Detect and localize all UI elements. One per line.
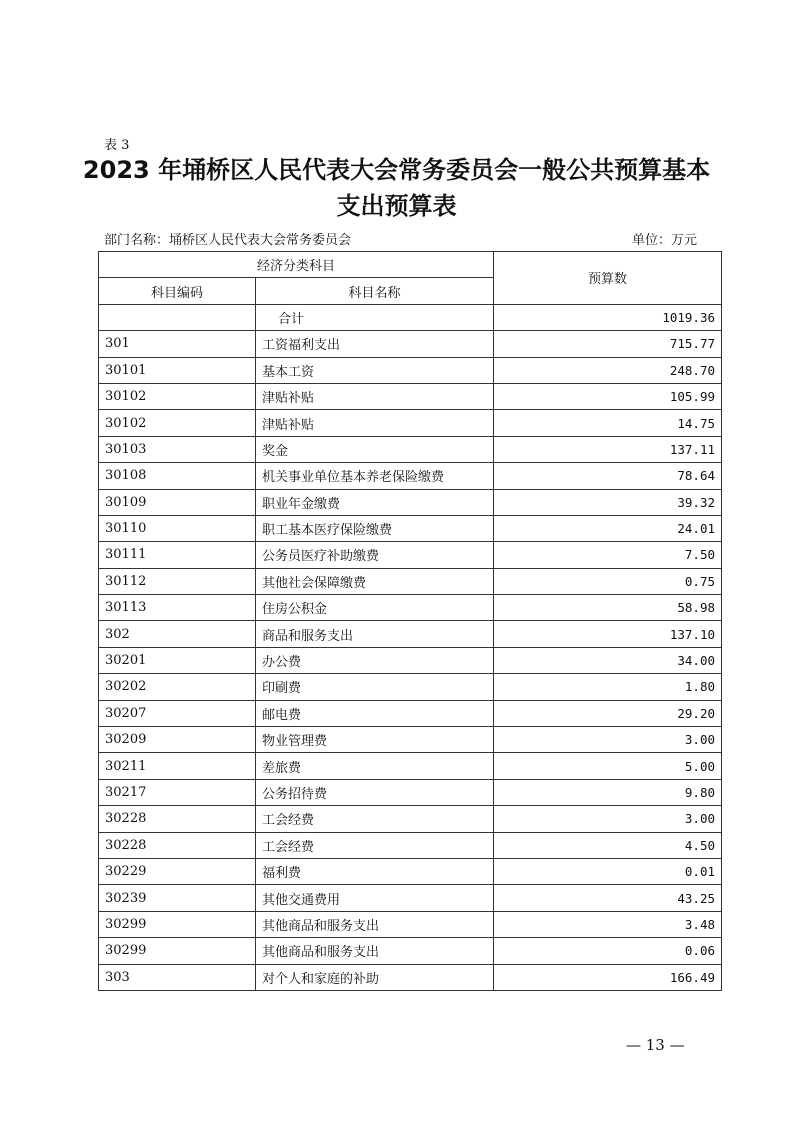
table-row (99, 938, 722, 964)
table-row (99, 753, 722, 779)
row-amount: 3.00 (494, 806, 722, 832)
row-name: 机关事业单位基本养老保险缴费 (256, 463, 494, 489)
row-name: 差旅费 (256, 753, 494, 779)
row-code: 30101 (99, 357, 256, 383)
row-code: 30217 (99, 779, 256, 805)
row-name: 公务员医疗补助缴费 (256, 542, 494, 568)
row-name: 印刷费 (256, 674, 494, 700)
unit-label: 单位：万元 (631, 233, 697, 248)
row-code: 30202 (99, 674, 256, 700)
row-code: 30102 (99, 410, 256, 436)
row-name: 福利费 (256, 858, 494, 884)
row-amount: 78.64 (494, 463, 722, 489)
table-row (99, 674, 722, 700)
page-title-line-1: 2023 年埇桥区人民代表大会常务委员会一般公共预算基本 (82, 156, 711, 184)
table-number: 表 3 (104, 138, 130, 153)
row-name: 办公费 (256, 647, 494, 673)
row-code: 302 (99, 621, 256, 647)
code-header: 科目编码 (99, 278, 256, 304)
row-amount: 5.00 (494, 753, 722, 779)
row-code: 30102 (99, 383, 256, 409)
table-row (99, 779, 722, 805)
row-amount: 0.75 (494, 568, 722, 594)
row-code: 30299 (99, 911, 256, 937)
row-amount: 3.00 (494, 727, 722, 753)
table-row (99, 700, 722, 726)
row-name: 其他交通费用 (256, 885, 494, 911)
row-code: 30111 (99, 542, 256, 568)
row-name: 商品和服务支出 (256, 621, 494, 647)
row-name: 工会经费 (256, 806, 494, 832)
total-row (99, 304, 722, 330)
table-row (99, 542, 722, 568)
table-row (99, 489, 722, 515)
row-amount: 24.01 (494, 515, 722, 541)
table-row (99, 727, 722, 753)
row-code: 30228 (99, 806, 256, 832)
row-name: 其他商品和服务支出 (256, 938, 494, 964)
row-name: 物业管理费 (256, 727, 494, 753)
row-name: 公务招待费 (256, 779, 494, 805)
budget-table (98, 251, 722, 991)
row-code: 30103 (99, 436, 256, 462)
row-code: 30229 (99, 858, 256, 884)
row-amount: 7.50 (494, 542, 722, 568)
row-amount: 715.77 (494, 331, 722, 357)
row-name: 工资福利支出 (256, 331, 494, 357)
row-amount: 14.75 (494, 410, 722, 436)
table-row (99, 515, 722, 541)
table-row (99, 568, 722, 594)
row-name: 工会经费 (256, 832, 494, 858)
row-code: 301 (99, 331, 256, 357)
row-name: 奖金 (256, 436, 494, 462)
row-name: 其他商品和服务支出 (256, 911, 494, 937)
name-header: 科目名称 (256, 278, 494, 304)
table-row (99, 357, 722, 383)
row-amount: 105.99 (494, 383, 722, 409)
table-row (99, 410, 722, 436)
row-name: 职工基本医疗保险缴费 (256, 515, 494, 541)
row-code: 30299 (99, 938, 256, 964)
total-label: 合计 (256, 304, 494, 330)
table-row (99, 806, 722, 832)
table-row (99, 383, 722, 409)
table-row (99, 436, 722, 462)
row-code: 30211 (99, 753, 256, 779)
table-row (99, 911, 722, 937)
row-amount: 1.80 (494, 674, 722, 700)
row-amount: 3.48 (494, 911, 722, 937)
amount-header: 预算数 (494, 252, 722, 305)
total-amount: 1019.36 (494, 304, 722, 330)
row-code: 303 (99, 964, 256, 990)
row-code: 30109 (99, 489, 256, 515)
row-code: 30108 (99, 463, 256, 489)
row-amount: 39.32 (494, 489, 722, 515)
row-amount: 166.49 (494, 964, 722, 990)
row-name: 邮电费 (256, 700, 494, 726)
page-number: — 13 — (626, 1036, 685, 1054)
row-code: 30209 (99, 727, 256, 753)
table-row (99, 647, 722, 673)
row-amount: 0.06 (494, 938, 722, 964)
row-code: 30201 (99, 647, 256, 673)
row-amount: 43.25 (494, 885, 722, 911)
row-name: 津贴补贴 (256, 383, 494, 409)
row-name: 其他社会保障缴费 (256, 568, 494, 594)
table-row (99, 331, 722, 357)
row-code: 30112 (99, 568, 256, 594)
row-amount: 29.20 (494, 700, 722, 726)
row-amount: 34.00 (494, 647, 722, 673)
row-name: 津贴补贴 (256, 410, 494, 436)
department-name: 部门名称：埇桥区人民代表大会常务委员会 (104, 233, 352, 248)
table-row (99, 621, 722, 647)
group-header: 经济分类科目 (99, 252, 494, 278)
table-row (99, 832, 722, 858)
table-row (99, 885, 722, 911)
row-code: 30113 (99, 595, 256, 621)
row-amount: 4.50 (494, 832, 722, 858)
row-name: 基本工资 (256, 357, 494, 383)
row-name: 职业年金缴费 (256, 489, 494, 515)
row-code: 30228 (99, 832, 256, 858)
table-row (99, 595, 722, 621)
row-code: 30239 (99, 885, 256, 911)
table-row (99, 964, 722, 990)
row-amount: 58.98 (494, 595, 722, 621)
page-title-line-2: 支出预算表 (336, 192, 457, 220)
row-code: 30110 (99, 515, 256, 541)
row-amount: 9.80 (494, 779, 722, 805)
table-row (99, 463, 722, 489)
table-row (99, 858, 722, 884)
row-name: 住房公积金 (256, 595, 494, 621)
row-name: 对个人和家庭的补助 (256, 964, 494, 990)
row-amount: 137.10 (494, 621, 722, 647)
row-amount: 137.11 (494, 436, 722, 462)
row-amount: 0.01 (494, 858, 722, 884)
row-amount: 248.70 (494, 357, 722, 383)
total-code-cell (99, 304, 256, 330)
row-code: 30207 (99, 700, 256, 726)
